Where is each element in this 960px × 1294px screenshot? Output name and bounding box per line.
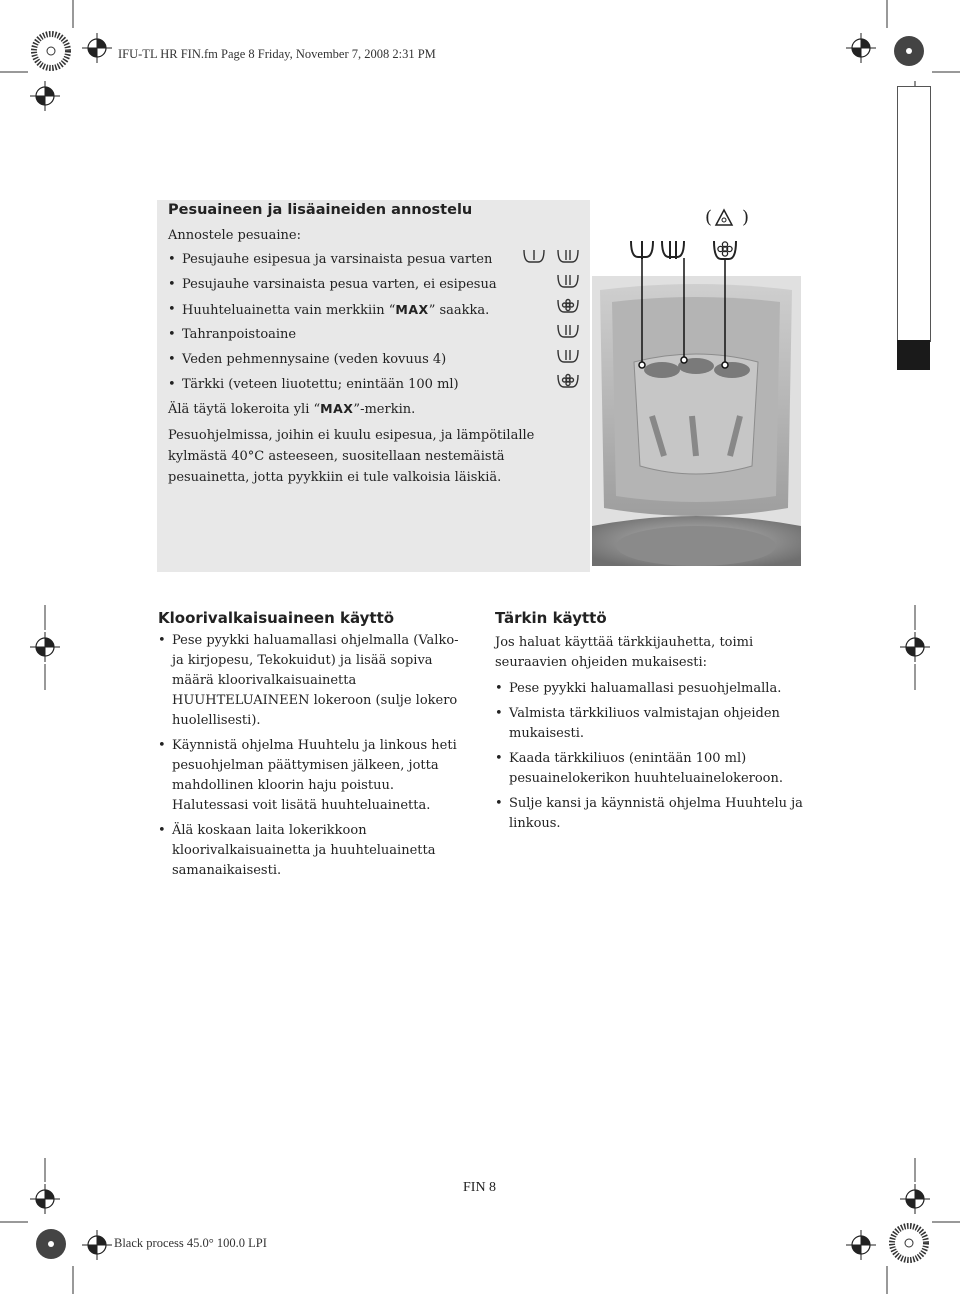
dosage-intro: Annostele pesuaine: bbox=[168, 228, 301, 243]
list-item-text: Tahranpoistoaine bbox=[182, 327, 297, 342]
page-number: FIN 8 bbox=[463, 1180, 497, 1195]
softener-flower-icon bbox=[558, 300, 578, 313]
overfill-warning bbox=[168, 401, 415, 417]
list-item-text: Tärkki (veteen liuotettu; enintään 100 ml) bbox=[182, 377, 459, 392]
section-title-bleach: Kloorivalkaisuaineen käyttö bbox=[158, 609, 395, 627]
side-tab-marker bbox=[897, 340, 930, 370]
section-title-starch: Tärkin käyttö bbox=[495, 609, 607, 627]
compartment-icons-column bbox=[520, 244, 584, 394]
bleach-triangle-icon bbox=[716, 210, 732, 225]
section-title-dosage: Pesuaineen ja lisäaineiden annostelu bbox=[168, 202, 473, 218]
starch-intro: Jos haluat käyttää tärkkijauhetta, toimi seuraavien ohjeiden mukaisesti: bbox=[495, 635, 754, 670]
list-item-text: Veden pehmennysaine (veden kovuus 4) bbox=[182, 352, 447, 367]
side-tab-outline bbox=[897, 86, 931, 342]
bleach-paren-close: ) bbox=[742, 207, 750, 228]
list-item: • Pese pyykki haluamallasi ohjelmalla (Valko- ja kirjopesu, Tekokuidut) ja lisää sopiva määrä kloorivalkaisuainetta HUUHTELUAINEEN lokeroon (sulje lokero huolellisesti). bbox=[158, 631, 473, 731]
max-label: MAX bbox=[320, 401, 354, 416]
compartment-2-icon bbox=[558, 350, 578, 362]
compartment-2-icon bbox=[558, 275, 578, 287]
liquid-detergent-note: Pesuohjelmissa, joihin ei kuulu esipesua, ja lämpötilalle kylmästä 40°C asteeseen, suositellaan nestemäistä pesuainetta, jotta pyykkiin ei tule valkoisia läiskiä. bbox=[168, 428, 535, 485]
softener-flower-icon bbox=[558, 375, 578, 388]
list-item-text: Pesujauhe esipesua ja varsinaista pesua varten bbox=[182, 252, 493, 267]
list-item-text: Pesujauhe varsinaista pesua varten, ei esipesua bbox=[182, 277, 497, 292]
leader-lines bbox=[600, 240, 760, 380]
list-item: • Käynnistä ohjelma Huuhtelu ja linkous heti pesuohjelman päättymisen jälkeen, jotta mahdollinen kloorin haju poistuu. Halutessasi voit lisätä huuhteluainetta. bbox=[158, 736, 473, 816]
list-item: • Älä koskaan laita lokerikkoon kloorivalkaisuainetta ja huuhteluainetta samanaikaisesti. bbox=[158, 821, 473, 881]
compartment-2-icon bbox=[558, 250, 578, 262]
bleach-paren-open: ( bbox=[705, 207, 713, 228]
list-item-text: ” saakka. bbox=[428, 303, 490, 318]
print-header-slug: IFU-TL HR FIN.fm Page 8 Friday, November 7, 2008 2:31 PM bbox=[118, 47, 436, 61]
warning-text: Älä täytä lokeroita yli “ bbox=[168, 402, 321, 417]
list-item: • Kaada tärkkiliuos (enintään 100 ml) pesuainelokerikon huuhteluainelokeroon. bbox=[495, 749, 815, 789]
list-item: • Sulje kansi ja käynnistä ohjelma Huuhtelu ja linkous. bbox=[495, 794, 815, 834]
list-item-text: Huuhteluainetta vain merkkiin “ bbox=[182, 303, 396, 318]
warning-text: ”-merkin. bbox=[353, 402, 416, 417]
list-item: • Valmista tärkkiliuos valmistajan ohjeiden mukaisesti. bbox=[495, 704, 815, 744]
max-label: MAX bbox=[395, 302, 429, 317]
list-item: • Pese pyykki haluamallasi pesuohjelmalla. bbox=[495, 679, 815, 699]
bleach-steps-list bbox=[158, 631, 473, 886]
starch-steps-list bbox=[495, 679, 815, 839]
compartment-1-icon bbox=[524, 250, 544, 262]
compartment-2-icon bbox=[558, 325, 578, 337]
print-footer-slug: Black process 45.0° 100.0 LPI bbox=[114, 1236, 267, 1250]
